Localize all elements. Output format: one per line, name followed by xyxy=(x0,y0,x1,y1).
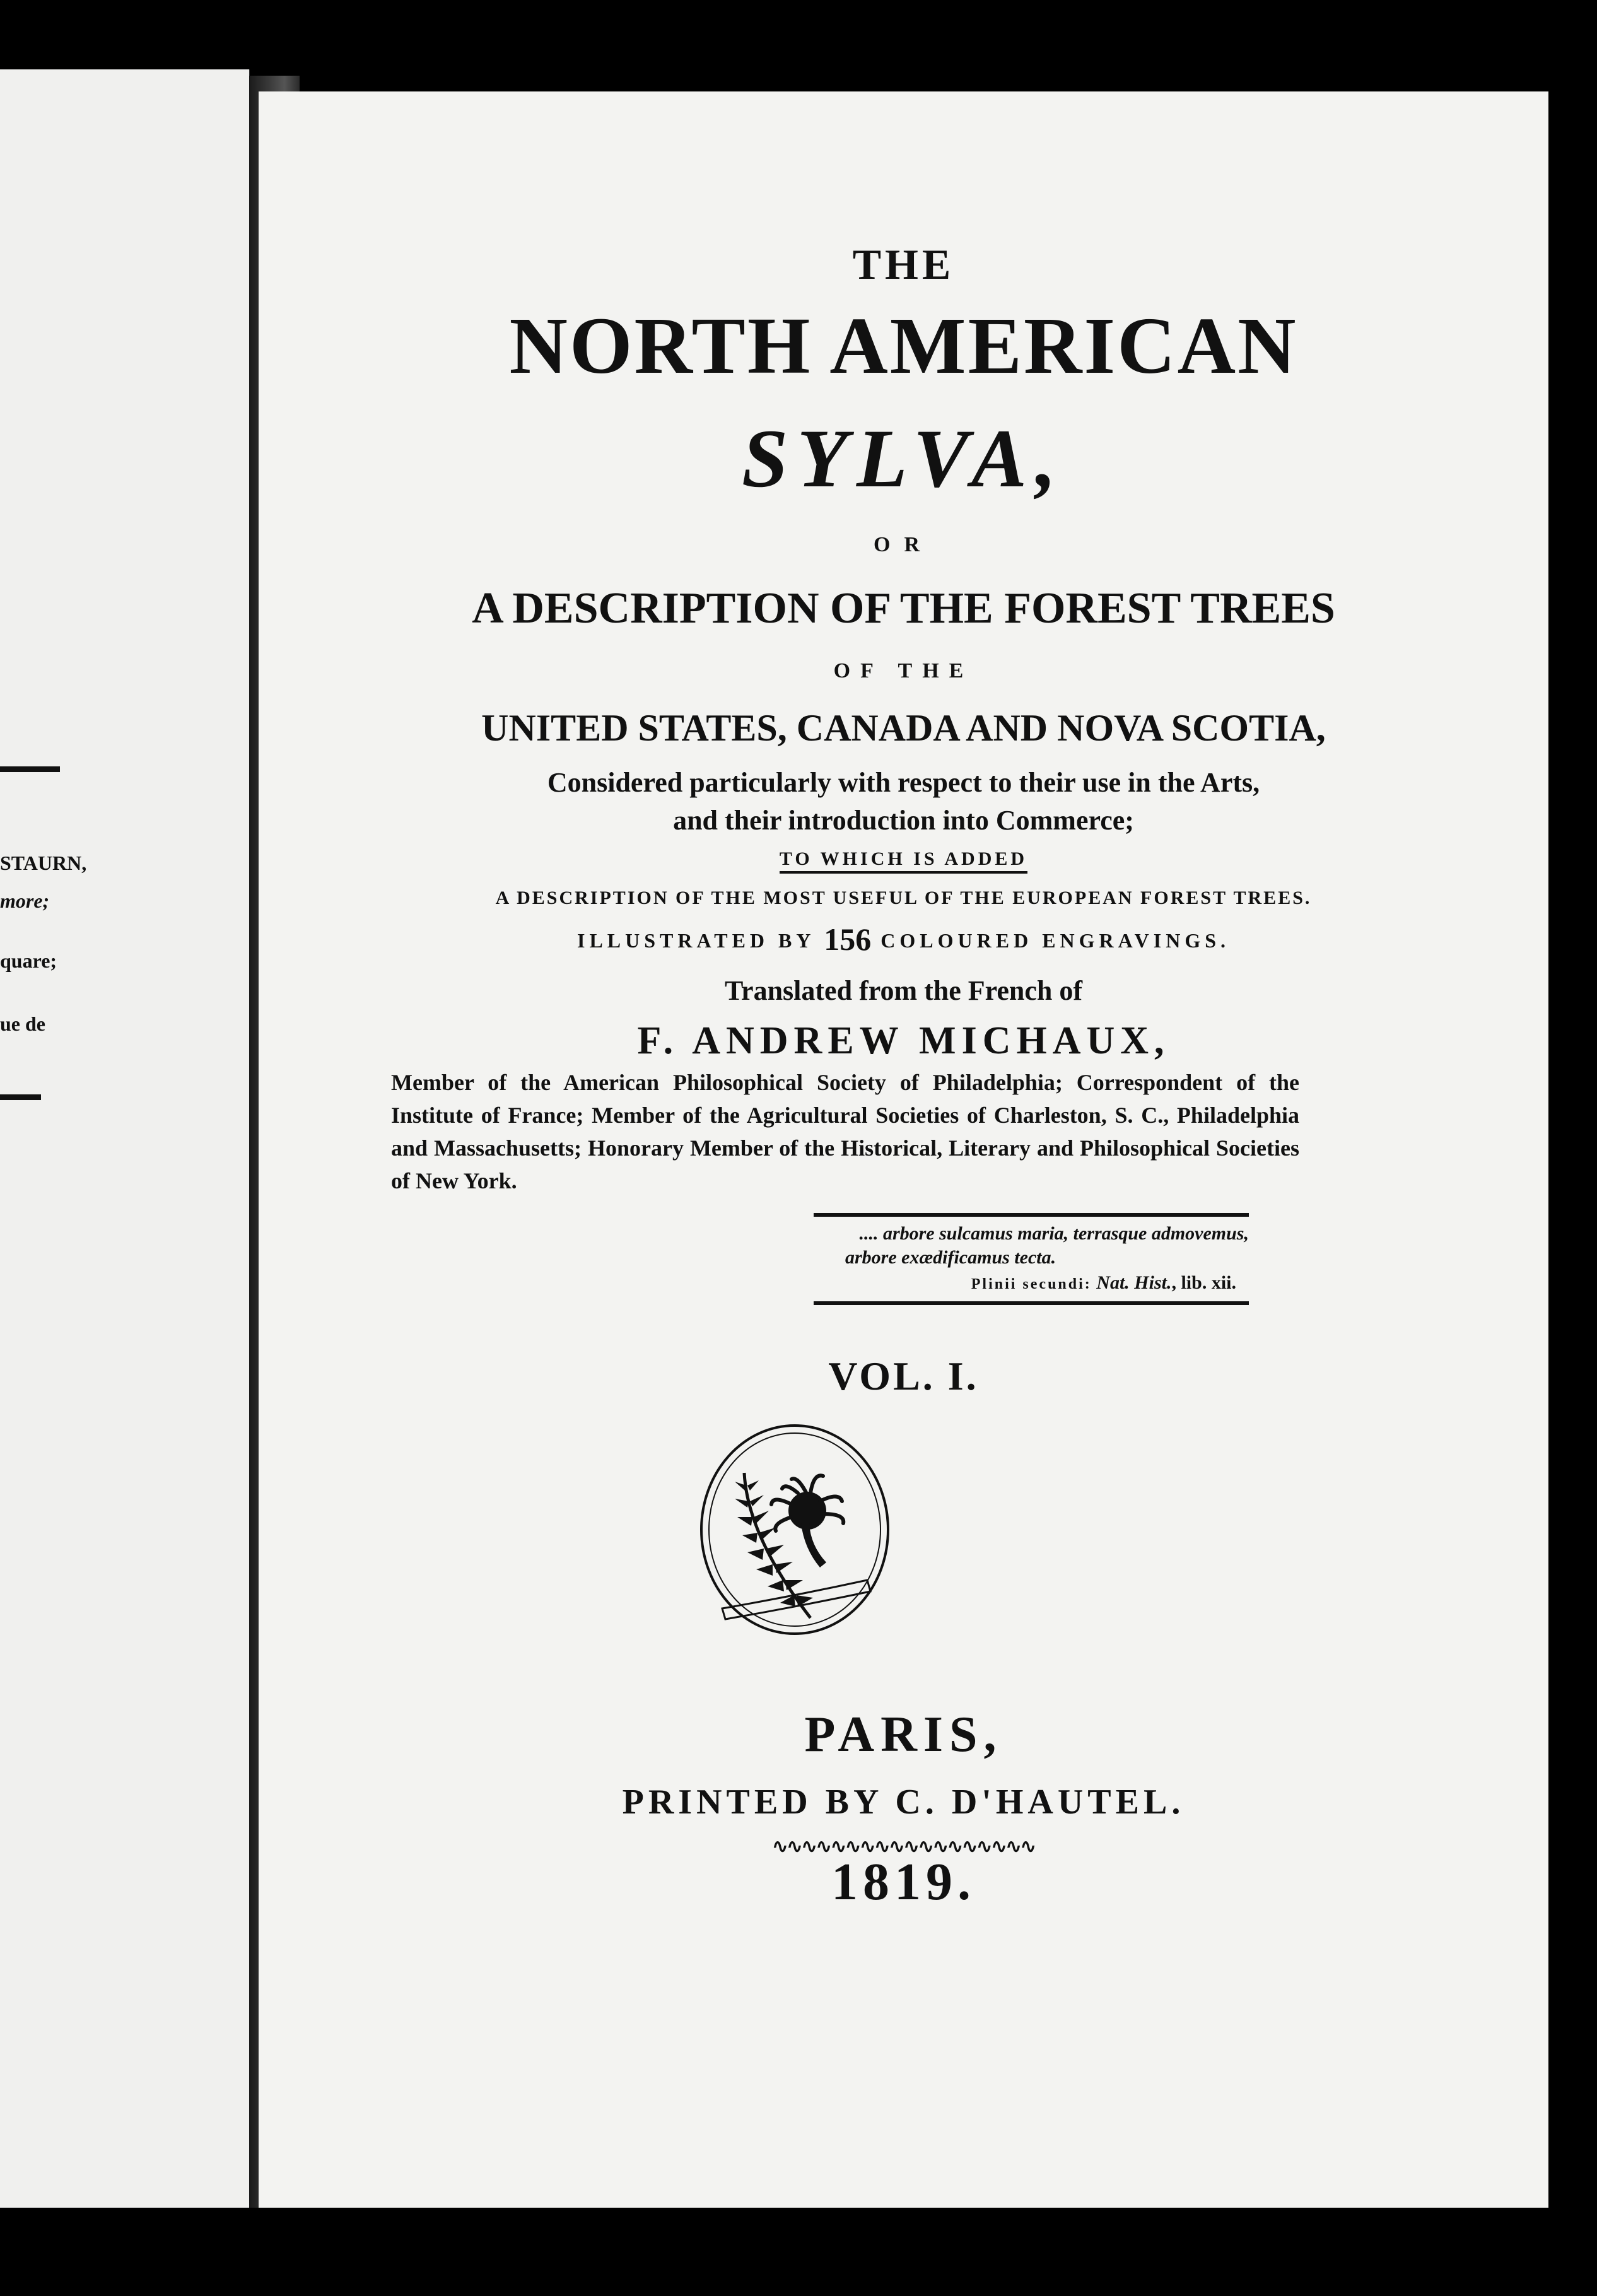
left-page-fragment: quare; xyxy=(0,949,57,972)
title-the: THE xyxy=(852,240,955,288)
subtitle-added xyxy=(259,848,1548,870)
epigraph-source-book: , lib. xii. xyxy=(1171,1272,1236,1293)
publication-place: PARIS, xyxy=(804,1707,1003,1762)
epigraph xyxy=(814,1213,1249,1305)
engraving-count: 156 xyxy=(824,922,872,957)
added-label: TO WHICH IS ADDED xyxy=(780,848,1027,874)
subtitle-introduction: and their introduction into Commerce; xyxy=(673,805,1134,836)
botanical-vignette xyxy=(697,1422,892,1637)
left-page-rule-top xyxy=(0,766,60,772)
subtitle-illustrated xyxy=(259,921,1548,958)
main-title: NORTH AMERICAN xyxy=(509,301,1298,390)
previous-page xyxy=(0,69,250,2208)
illustrated-pre: ILLUSTRATED BY xyxy=(577,929,815,952)
left-page-rule-bottom xyxy=(0,1094,41,1100)
subtitle-useful: A DESCRIPTION OF THE MOST USEFUL OF THE EUROPEAN FOREST TREES. xyxy=(495,887,1312,908)
translated-from: Translated from the French of xyxy=(724,975,1083,1006)
author-name: F. ANDREW MICHAUX, xyxy=(637,1019,1170,1062)
title-or: OR xyxy=(874,533,933,556)
subtitle-description: A DESCRIPTION OF THE FOREST TREES xyxy=(472,584,1335,633)
left-page-fragment: more; xyxy=(0,889,50,912)
epigraph-source-author: Plinii secundi: xyxy=(971,1276,1092,1292)
left-page-fragment: ue de xyxy=(0,1012,45,1035)
author-membership: Member of the American Philosophical Society of Philadelphia; Correspondent of the Institute of France; Member of the Agricultural Societies of Charleston, S. C., Philadelphia and Massachusetts; Honorary Member of the Historical, Literary and Philosophical Societies of New York. xyxy=(391,1070,1299,1193)
left-page-fragment: STAURN, xyxy=(0,852,87,874)
epigraph-line-2: arbore exædificamus tecta. xyxy=(845,1247,1056,1268)
printer-name: PRINTED BY C. D'HAUTEL. xyxy=(622,1783,1185,1822)
epigraph-source xyxy=(814,1272,1236,1294)
ornamental-rule: ∿∿∿∿∿∿∿∿∿∿∿∿∿∿∿∿∿∿ xyxy=(772,1836,1035,1857)
subtitle-considered: Considered particularly with respect to their use in the Arts, xyxy=(547,767,1260,798)
epigraph-rule-bottom xyxy=(814,1301,1249,1305)
epigraph-source-work: Nat. Hist. xyxy=(1096,1272,1172,1293)
title-page xyxy=(259,91,1548,2208)
subtitle-states: UNITED STATES, CANADA AND NOVA SCOTIA, xyxy=(481,707,1326,749)
subtitle-of-the: OF THE xyxy=(833,659,974,682)
volume-number: VOL. I. xyxy=(828,1354,979,1398)
epigraph-line-1: .... arbore sulcamus maria, terrasque admovemus, xyxy=(859,1223,1249,1244)
title-sylva: SYLVA, xyxy=(741,412,1066,505)
publication-year: 1819. xyxy=(831,1853,976,1911)
epigraph-rule-top xyxy=(814,1213,1249,1217)
illustrated-post: COLOURED ENGRAVINGS. xyxy=(880,929,1230,952)
